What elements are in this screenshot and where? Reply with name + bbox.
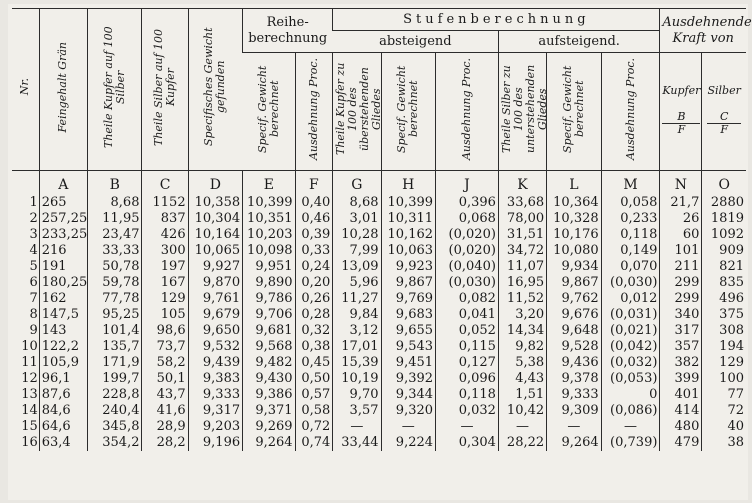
table-cell: 9,439 xyxy=(188,355,243,371)
table-cell: 10,304 xyxy=(188,211,243,227)
column-letter: B xyxy=(87,171,142,196)
table-cell: 143 xyxy=(39,323,87,339)
table-cell: 9,679 xyxy=(188,307,243,323)
column-letter: A xyxy=(39,171,87,196)
table-cell: 3,01 xyxy=(333,211,381,227)
header-g: Theile Kupfer zu 100 des überstehenden Gliedes xyxy=(333,53,381,171)
column-letter: E xyxy=(243,171,295,196)
table-cell: (0,031) xyxy=(601,307,660,323)
table-cell: 11,27 xyxy=(333,291,381,307)
table-cell: 0,032 xyxy=(436,403,499,419)
header-absteigend: absteigend xyxy=(333,31,499,53)
table-cell: 13 xyxy=(21,387,38,402)
table-cell: 9,934 xyxy=(547,259,602,275)
table-cell: 147,5 xyxy=(39,307,87,323)
table-cell: 0,57 xyxy=(295,387,333,403)
table-cell: 837 xyxy=(142,211,188,227)
table-cell: 14 xyxy=(21,403,38,418)
table-cell: 401 xyxy=(660,387,702,403)
column-letters-row xyxy=(12,171,746,196)
table-cell: 194 xyxy=(702,339,746,355)
table-row xyxy=(12,195,746,211)
table-cell: 13,09 xyxy=(333,259,381,275)
table-cell: 16 xyxy=(21,435,38,450)
table-cell: 1,51 xyxy=(498,387,546,403)
table-cell: 5 xyxy=(29,259,38,274)
table-cell: 9,224 xyxy=(381,435,436,451)
table-cell: 58,2 xyxy=(142,355,188,371)
table-cell: 9,786 xyxy=(243,291,295,307)
table-cell: 105,9 xyxy=(39,355,87,371)
table-cell: 0,46 xyxy=(295,211,333,227)
table-cell: 8,68 xyxy=(87,195,142,211)
table-cell: 10,351 xyxy=(243,211,295,227)
table-cell: 9,317 xyxy=(188,403,243,419)
table-cell: 33,44 xyxy=(333,435,381,451)
table-cell: 9,648 xyxy=(547,323,602,339)
table-cell: 0,149 xyxy=(601,243,660,259)
table-cell: — xyxy=(498,419,546,435)
table-cell: 308 xyxy=(702,323,746,339)
table-cell: 8,68 xyxy=(333,195,381,211)
table-cell: 6 xyxy=(29,275,38,290)
table-cell: 15 xyxy=(21,419,38,434)
table-cell: 9,264 xyxy=(547,435,602,451)
table-cell: 0,26 xyxy=(295,291,333,307)
header-a: Feingehalt Grän xyxy=(39,9,87,171)
column-letter: N xyxy=(660,171,702,196)
table-cell: 0,72 xyxy=(295,419,333,435)
table-cell: 14,34 xyxy=(498,323,546,339)
table-cell: 9,532 xyxy=(188,339,243,355)
table-cell: 9,430 xyxy=(243,371,295,387)
header-reihe: Reihe-berechnung xyxy=(243,9,333,53)
table-cell: 38 xyxy=(702,435,746,451)
table-cell: 15,39 xyxy=(333,355,381,371)
table-cell: 9,333 xyxy=(188,387,243,403)
table-cell: 480 xyxy=(660,419,702,435)
table-cell: 21,7 xyxy=(660,195,702,211)
table-cell: 340 xyxy=(660,307,702,323)
table-cell: 9,927 xyxy=(188,259,243,275)
table-cell: 10,098 xyxy=(243,243,295,259)
table-cell: 7,99 xyxy=(333,243,381,259)
table-cell: 33,33 xyxy=(87,243,142,259)
table-cell: 135,7 xyxy=(87,339,142,355)
table-cell: 9,451 xyxy=(381,355,436,371)
table-cell: 10,358 xyxy=(188,195,243,211)
table-cell: 0 xyxy=(601,387,660,403)
table-cell: 84,6 xyxy=(39,403,87,419)
table-cell: 317 xyxy=(660,323,702,339)
table-cell: 9,870 xyxy=(188,275,243,291)
table-cell: 345,8 xyxy=(87,419,142,435)
table-row xyxy=(12,275,746,291)
table-cell: 3 xyxy=(29,227,38,242)
table-cell: 9,683 xyxy=(381,307,436,323)
table-cell: 199,7 xyxy=(87,371,142,387)
table-cell: 5,96 xyxy=(333,275,381,291)
table-cell: 9,655 xyxy=(381,323,436,339)
table-cell: (0,032) xyxy=(601,355,660,371)
table-cell: 0,082 xyxy=(436,291,499,307)
table-cell: 9,371 xyxy=(243,403,295,419)
table-cell: 357 xyxy=(660,339,702,355)
table-cell: 0,396 xyxy=(436,195,499,211)
table-cell: 122,2 xyxy=(39,339,87,355)
table-cell: 33,68 xyxy=(498,195,546,211)
table-cell: 233,25 xyxy=(39,227,87,243)
table-cell: 0,40 xyxy=(295,195,333,211)
table-row xyxy=(12,291,746,307)
table-cell: 9,867 xyxy=(547,275,602,291)
table-cell: 375 xyxy=(702,307,746,323)
header-f: Ausdehnung Proc. xyxy=(295,53,333,171)
header-d: Specifisches Gewicht gefunden xyxy=(188,9,243,171)
table-row xyxy=(12,307,746,323)
table-row xyxy=(12,419,746,435)
header-j: Ausdehnung Proc. xyxy=(436,53,499,171)
table-cell: 9,333 xyxy=(547,387,602,403)
header-stufen: Stufenberechnung xyxy=(333,9,660,31)
table-cell: 0,24 xyxy=(295,259,333,275)
table-cell: (0,030) xyxy=(436,275,499,291)
table-cell: 77,78 xyxy=(87,291,142,307)
table-cell: 11,52 xyxy=(498,291,546,307)
header-kraft: Ausdehnende Kraft von xyxy=(660,9,746,53)
table-row xyxy=(12,243,746,259)
table-cell: 821 xyxy=(702,259,746,275)
table-cell: 0,33 xyxy=(295,243,333,259)
table-cell: 0,20 xyxy=(295,275,333,291)
table-cell: 2880 xyxy=(702,195,746,211)
table-cell: 10,162 xyxy=(381,227,436,243)
table-cell: 10,19 xyxy=(333,371,381,387)
table-cell: — xyxy=(436,419,499,435)
table-cell: 9,650 xyxy=(188,323,243,339)
table-cell: 23,47 xyxy=(87,227,142,243)
column-letter: L xyxy=(547,171,602,196)
table-cell: 78,00 xyxy=(498,211,546,227)
table-cell: 98,6 xyxy=(142,323,188,339)
table-cell: 0,74 xyxy=(295,435,333,451)
table-cell: 4 xyxy=(29,243,38,258)
table-cell: 835 xyxy=(702,275,746,291)
table-cell: 9,436 xyxy=(547,355,602,371)
table-cell: 0,45 xyxy=(295,355,333,371)
table-cell: 0,304 xyxy=(436,435,499,451)
table-cell: — xyxy=(601,419,660,435)
table-cell: 0,070 xyxy=(601,259,660,275)
table-cell: — xyxy=(547,419,602,435)
header-h: Specif. Gewicht berechnet xyxy=(381,53,436,171)
column-letter: J xyxy=(436,171,499,196)
table-cell: 9,344 xyxy=(381,387,436,403)
table-cell: 4,43 xyxy=(498,371,546,387)
table-cell: 9,383 xyxy=(188,371,243,387)
table-cell: 0,068 xyxy=(436,211,499,227)
table-cell: (0,030) xyxy=(601,275,660,291)
header-n: Kupfer B F xyxy=(660,53,702,171)
table-cell: 9,203 xyxy=(188,419,243,435)
table-cell: 9,681 xyxy=(243,323,295,339)
table-cell: (0,086) xyxy=(601,403,660,419)
table-cell: 10,065 xyxy=(188,243,243,259)
table-cell: 50,78 xyxy=(87,259,142,275)
table-cell: 1 xyxy=(29,195,38,210)
table-cell: 354,2 xyxy=(87,435,142,451)
table-cell: 9,543 xyxy=(381,339,436,355)
header-aufsteigend: aufsteigend. xyxy=(498,31,660,53)
table-row xyxy=(12,387,746,403)
table-cell: 10,328 xyxy=(547,211,602,227)
table-row xyxy=(12,371,746,387)
table-cell: 0,118 xyxy=(436,387,499,403)
table-cell: 10,364 xyxy=(547,195,602,211)
table-cell: 96,1 xyxy=(39,371,87,387)
table-cell: — xyxy=(381,419,436,435)
table-cell: 10,164 xyxy=(188,227,243,243)
table-cell: 9,196 xyxy=(188,435,243,451)
table-cell: 28,9 xyxy=(142,419,188,435)
table-cell: 211 xyxy=(660,259,702,275)
table-row xyxy=(12,323,746,339)
column-letter: D xyxy=(188,171,243,196)
table-cell: 40 xyxy=(702,419,746,435)
table-cell: 0,115 xyxy=(436,339,499,355)
table-cell: 167 xyxy=(142,275,188,291)
table-cell: 100 xyxy=(702,371,746,387)
table-cell: 0,041 xyxy=(436,307,499,323)
table-cell: 10,311 xyxy=(381,211,436,227)
table-cell: 0,58 xyxy=(295,403,333,419)
table-cell: 43,7 xyxy=(142,387,188,403)
table-cell: 0,32 xyxy=(295,323,333,339)
table-cell: 9,762 xyxy=(547,291,602,307)
table-cell: 180,25 xyxy=(39,275,87,291)
table-cell: 9,82 xyxy=(498,339,546,355)
header-m: Ausdehnung Proc. xyxy=(601,53,660,171)
table-cell: 0,38 xyxy=(295,339,333,355)
table-cell: 9,386 xyxy=(243,387,295,403)
scanned-page xyxy=(8,4,752,500)
table-cell: 0,39 xyxy=(295,227,333,243)
table-cell: 228,8 xyxy=(87,387,142,403)
header-nr: Nr. xyxy=(12,9,39,171)
table-cell: 105 xyxy=(142,307,188,323)
table-row xyxy=(12,435,746,451)
table-cell: 10 xyxy=(21,339,38,354)
alloy-table xyxy=(12,8,752,451)
header-o: Silber C F xyxy=(702,53,746,171)
table-cell: 9,309 xyxy=(547,403,602,419)
table-cell: 9,482 xyxy=(243,355,295,371)
table-cell: 399 xyxy=(660,371,702,387)
table-cell: 9,769 xyxy=(381,291,436,307)
table-cell: 129 xyxy=(142,291,188,307)
table-row xyxy=(12,259,746,275)
table-cell: 0,118 xyxy=(601,227,660,243)
table-cell: 0,233 xyxy=(601,211,660,227)
table-cell: 2 xyxy=(29,211,38,226)
table-cell: 10,28 xyxy=(333,227,381,243)
table-cell: 129 xyxy=(702,355,746,371)
table-cell: 426 xyxy=(142,227,188,243)
table-cell: 9,568 xyxy=(243,339,295,355)
table-cell: 9,269 xyxy=(243,419,295,435)
column-letter: G xyxy=(333,171,381,196)
table-cell: 0,096 xyxy=(436,371,499,387)
table-cell: 300 xyxy=(142,243,188,259)
table-cell: 9 xyxy=(29,323,38,338)
table-cell: 10,203 xyxy=(243,227,295,243)
table-cell: 10,42 xyxy=(498,403,546,419)
table-cell: 11,95 xyxy=(87,211,142,227)
table-cell: 59,78 xyxy=(87,275,142,291)
table-cell: (0,021) xyxy=(601,323,660,339)
table-cell: 1819 xyxy=(702,211,746,227)
table-cell: 0,052 xyxy=(436,323,499,339)
table-cell: 95,25 xyxy=(87,307,142,323)
table-cell: 0,012 xyxy=(601,291,660,307)
table-cell: 87,6 xyxy=(39,387,87,403)
header-c: Theile Silber auf 100 Kupfer xyxy=(142,9,188,171)
table-cell: 257,25 xyxy=(39,211,87,227)
table-cell: 496 xyxy=(702,291,746,307)
table-cell: 0,28 xyxy=(295,307,333,323)
table-cell: 9,528 xyxy=(547,339,602,355)
table-cell: 41,6 xyxy=(142,403,188,419)
table-cell: 11,07 xyxy=(498,259,546,275)
table-cell: 9,70 xyxy=(333,387,381,403)
table-cell: 9,867 xyxy=(381,275,436,291)
column-letter: K xyxy=(498,171,546,196)
table-cell: 0,50 xyxy=(295,371,333,387)
table-cell: 60 xyxy=(660,227,702,243)
header-l: Specif. Gewicht berechnet xyxy=(547,53,602,171)
table-cell: 171,9 xyxy=(87,355,142,371)
table-cell: 64,6 xyxy=(39,419,87,435)
table-cell: 9,676 xyxy=(547,307,602,323)
table-cell: 299 xyxy=(660,291,702,307)
table-cell: 191 xyxy=(39,259,87,275)
table-cell: 9,392 xyxy=(381,371,436,387)
column-letter: O xyxy=(702,171,746,196)
table-cell: 414 xyxy=(660,403,702,419)
table-cell: 17,01 xyxy=(333,339,381,355)
header-e: Specif. Gewicht berechnet xyxy=(243,53,295,171)
table-cell: 9,923 xyxy=(381,259,436,275)
column-letter: H xyxy=(381,171,436,196)
table-cell: 10,176 xyxy=(547,227,602,243)
table-cell: 1152 xyxy=(142,195,188,211)
table-cell: 479 xyxy=(660,435,702,451)
table-cell: (0,739) xyxy=(601,435,660,451)
table-row xyxy=(12,355,746,371)
header-b: Theile Kupfer auf 100 Silber xyxy=(87,9,142,171)
table-cell: (0,020) xyxy=(436,243,499,259)
table-cell: 101 xyxy=(660,243,702,259)
table-row xyxy=(12,403,746,419)
table-cell: 31,51 xyxy=(498,227,546,243)
table-cell: 162 xyxy=(39,291,87,307)
table-cell: 9,890 xyxy=(243,275,295,291)
table-cell: 1092 xyxy=(702,227,746,243)
table-cell: 9,264 xyxy=(243,435,295,451)
table-cell: 63,4 xyxy=(39,435,87,451)
table-cell: 73,7 xyxy=(142,339,188,355)
table-cell: 26 xyxy=(660,211,702,227)
table-cell: 5,38 xyxy=(498,355,546,371)
letter-cell-blank xyxy=(12,171,39,196)
table-cell: 10,063 xyxy=(381,243,436,259)
table-cell: 12 xyxy=(21,371,38,386)
table-cell: 50,1 xyxy=(142,371,188,387)
table-cell: 265 xyxy=(39,195,87,211)
table-cell: 10,399 xyxy=(243,195,295,211)
table-cell: 3,12 xyxy=(333,323,381,339)
table-cell: 28,2 xyxy=(142,435,188,451)
table-cell: 72 xyxy=(702,403,746,419)
table-row xyxy=(12,211,746,227)
table-cell: 3,57 xyxy=(333,403,381,419)
table-cell: 197 xyxy=(142,259,188,275)
table-cell: 0,058 xyxy=(601,195,660,211)
table-cell: 16,95 xyxy=(498,275,546,291)
table-cell: 101,4 xyxy=(87,323,142,339)
table-cell: (0,042) xyxy=(601,339,660,355)
table-cell: 9,320 xyxy=(381,403,436,419)
table-cell: — xyxy=(333,419,381,435)
table-cell: 240,4 xyxy=(87,403,142,419)
table-cell: 7 xyxy=(29,291,38,306)
header-k: Theile Silber zu 100 des unterstehenden Gliedes xyxy=(498,53,546,171)
table-cell: 9,761 xyxy=(188,291,243,307)
table-body xyxy=(12,171,746,452)
table-cell: 10,399 xyxy=(381,195,436,211)
table-cell: 382 xyxy=(660,355,702,371)
table-cell: 3,20 xyxy=(498,307,546,323)
table-cell: 0,127 xyxy=(436,355,499,371)
table-cell: 8 xyxy=(29,307,38,322)
table-row xyxy=(12,339,746,355)
table-cell: 216 xyxy=(39,243,87,259)
table-cell: 9,84 xyxy=(333,307,381,323)
table-cell: 34,72 xyxy=(498,243,546,259)
table-cell: 9,706 xyxy=(243,307,295,323)
table-cell: (0,053) xyxy=(601,371,660,387)
table-cell: 299 xyxy=(660,275,702,291)
table-cell: 10,080 xyxy=(547,243,602,259)
table-cell: (0,040) xyxy=(436,259,499,275)
table-cell: (0,020) xyxy=(436,227,499,243)
column-letter: F xyxy=(295,171,333,196)
table-cell: 28,22 xyxy=(498,435,546,451)
table-row xyxy=(12,227,746,243)
table-cell: 11 xyxy=(21,355,38,370)
column-letter: M xyxy=(601,171,660,196)
table-cell: 909 xyxy=(702,243,746,259)
table-cell: 9,951 xyxy=(243,259,295,275)
column-letter: C xyxy=(142,171,188,196)
table-cell: 77 xyxy=(702,387,746,403)
table-cell: 9,378 xyxy=(547,371,602,387)
